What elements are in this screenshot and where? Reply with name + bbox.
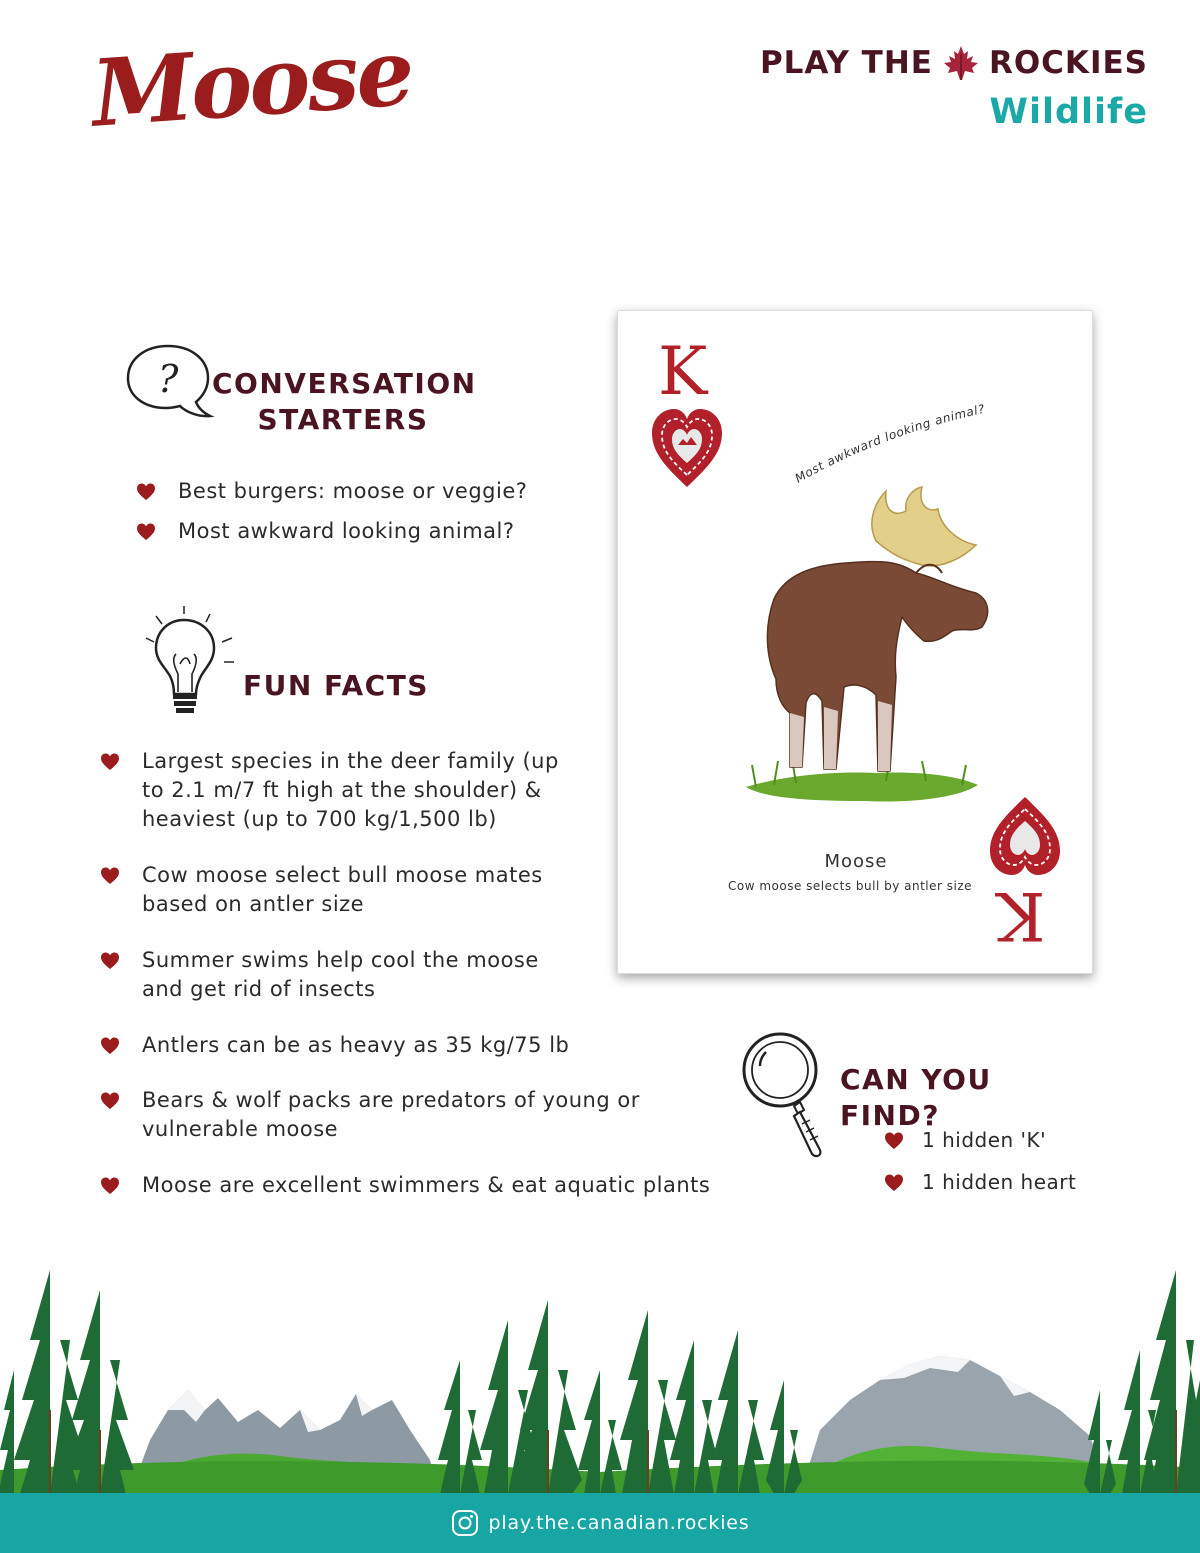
fact-text: Summer swims help cool the moose and get rid of insects bbox=[142, 948, 539, 1001]
list-item: 1 hidden 'K' bbox=[884, 1126, 1076, 1168]
fact-text: Moose are excellent swimmers & eat aquatic plants bbox=[142, 1173, 711, 1197]
card-rank-top: K bbox=[658, 333, 708, 410]
footer-bar bbox=[0, 1493, 1200, 1553]
card-rank-bottom: K bbox=[996, 877, 1046, 954]
category-label: Wildlife bbox=[989, 92, 1148, 132]
conversation-heading-line1: CONVERSATION bbox=[212, 367, 477, 400]
heart-bullet-icon bbox=[100, 866, 120, 886]
mountain-forest-landscape bbox=[0, 1260, 1200, 1494]
heart-bullet-icon bbox=[100, 951, 120, 971]
brand-wordmark bbox=[760, 44, 1148, 82]
fact-text: Cow moose select bull moose mates based on antler size bbox=[142, 863, 543, 916]
maple-leaf-icon bbox=[941, 44, 981, 82]
brand-text-right: ROCKIES bbox=[988, 45, 1148, 81]
brand-block bbox=[760, 44, 1148, 132]
list-item bbox=[100, 1086, 710, 1171]
speech-bubble-icon bbox=[124, 342, 216, 422]
list-item: Best burgers: moose or veggie? bbox=[136, 477, 527, 517]
page-title: Moose bbox=[88, 17, 415, 148]
card-heart-top-icon bbox=[650, 407, 724, 489]
conversation-heading-line2: STARTERS bbox=[257, 403, 429, 436]
find-list bbox=[884, 1126, 1076, 1210]
instagram-icon[interactable] bbox=[451, 1509, 479, 1537]
card-animal-name: Moose bbox=[824, 851, 888, 872]
list-item: 1 hidden heart bbox=[884, 1168, 1076, 1210]
light-bulb-icon bbox=[140, 604, 240, 718]
heart-bullet-icon bbox=[884, 1173, 904, 1193]
find-heading: CAN YOU FIND? bbox=[840, 1063, 992, 1132]
playing-card bbox=[617, 310, 1093, 974]
brand-text-left: PLAY THE bbox=[759, 45, 933, 81]
heart-bullet-icon bbox=[100, 752, 120, 772]
svg-text:?: ? bbox=[158, 357, 179, 401]
list-item bbox=[100, 1031, 710, 1086]
list-item bbox=[100, 1171, 710, 1211]
magnifying-glass-icon bbox=[740, 1030, 830, 1160]
heart-bullet-icon bbox=[136, 522, 156, 542]
heart-bullet-icon bbox=[100, 1036, 120, 1056]
heart-bullet-icon bbox=[884, 1131, 904, 1151]
heart-bullet-icon bbox=[100, 1091, 120, 1111]
conversation-list bbox=[136, 477, 527, 557]
conversation-heading bbox=[212, 366, 477, 438]
svg-text:Most awkward looking animal? bbox=[793, 402, 987, 486]
moose-illustration bbox=[726, 481, 1026, 811]
fact-text: Antlers can be as heavy as 35 kg/75 lb bbox=[142, 1033, 570, 1057]
instagram-handle-link[interactable]: play.the.canadian.rockies bbox=[488, 1512, 750, 1534]
fact-text: Bears & wolf packs are predators of young or vulnerable moose bbox=[142, 1088, 640, 1141]
card-question: Most awkward looking animal? bbox=[792, 401, 987, 486]
heart-bullet-icon bbox=[136, 482, 156, 502]
list-item: Most awkward looking animal? bbox=[136, 517, 527, 557]
card-caption: Cow moose selects bull by antler size bbox=[728, 879, 973, 893]
fun-facts-heading: FUN FACTS bbox=[243, 669, 429, 702]
fact-text: Largest species in the deer family (up to 2.1 m/7 ft high at the shoulder) & heaviest (up to 700 kg/1,500 lb) bbox=[142, 749, 559, 831]
heart-bullet-icon bbox=[100, 1176, 120, 1196]
